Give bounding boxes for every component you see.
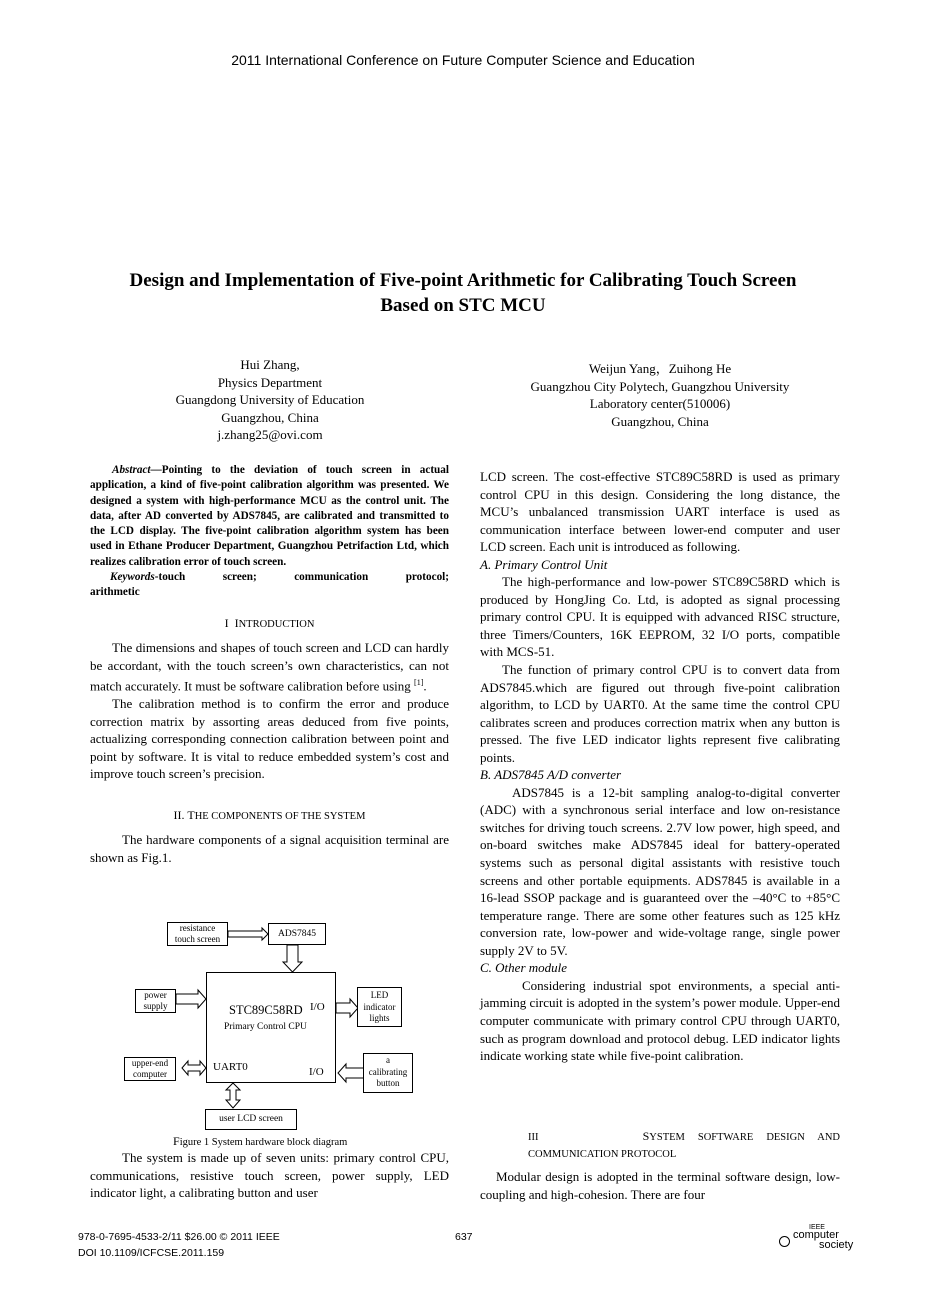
keywords-cont: arithmetic bbox=[90, 586, 140, 599]
section-heading-3: III SYSTEM SOFTWARE DESIGN AND COMMUNICATION PROTOCOL bbox=[528, 1129, 840, 1160]
software-paragraph: Modular design is adopted in the terminal software design, low-coupling and high-cohesion. There are four bbox=[480, 1169, 840, 1202]
intro-paragraph-2: The calibration method is to confirm the error and produce correction matrix by assorting areas deduced from five points, actualizing corresponding connection calibration between point and point by software. It is vital to reduce embedded system’s cost and improve touch screen’s precision. bbox=[90, 696, 449, 782]
author-univ: Guangdong University of Education bbox=[175, 392, 365, 408]
abstract-text: —Pointing to the deviation of touch screen in actual application, a kind of five-point calibration algorithm was presented. We designed a system with high-performance MCU as the control unit. The data, after AD converted by ADS7845, are calibrated and transmitted to the LCD display. The five-point calibration algorithm system has been used in Ethane Producer Department, Guangzhou Petrifaction Ltd, which realizes calibration error of touch screen. bbox=[90, 464, 449, 568]
subsection-c-heading: C. Other module bbox=[480, 960, 568, 976]
keywords: Keywords-touch screen; communication protocol; bbox=[110, 571, 449, 584]
author-city: Guangzhou, China bbox=[221, 409, 319, 425]
conference-header: 2011 International Conference on Future Computer Science and Education bbox=[231, 52, 695, 68]
upper-end-computer-box: upper-end computer bbox=[124, 1057, 176, 1081]
resistance-touch-screen-box: resistance touch screen bbox=[167, 922, 228, 946]
author-name: Hui Zhang, bbox=[240, 357, 300, 372]
author-lab: Laboratory center(510006) bbox=[589, 396, 731, 412]
arrow-resistance-to-ads bbox=[228, 928, 268, 940]
section-heading-1: I INTRODUCTION bbox=[224, 615, 315, 630]
io-label-right: I/O bbox=[310, 1001, 325, 1013]
uart0-label: UART0 bbox=[213, 1061, 248, 1073]
subsection-b-paragraph: ADS7845 is a 12-bit sampling analog-to-digital converter (ADC) with a synchronous serial interface and low on-resistance switches for driving touch screens. 2.7V low power, high speed, and on-board switches make ADS7845 ideal for battery-operated systems such as personal digital assistants with resistive touch screens and other portable equipments. ADS7845 is available in a 16-lead SSOP package and is guaranteed over the –40°C to +85°C temperature range. There are some other features such as 125 kHz conversion rate, low-power and wide-voltage range, single power supply 2V to 5V. bbox=[480, 784, 840, 958]
footer-doi[interactable]: DOI 10.1109/ICFCSE.2011.159 bbox=[78, 1247, 225, 1259]
globe-icon bbox=[779, 1236, 790, 1247]
figure-caption: Figure 1 System hardware block diagram bbox=[173, 1134, 348, 1148]
subsection-a-paragraph-1: The high-performance and low-power STC89C58RD which is produced by HongJing Co. Ltd, is adopted as signal processing primary control CPU. It is equipped with advanced RISC structure, three Timers/Counters, 16K EEPROM, 32 I/O ports, compatible with MCS-51. bbox=[480, 574, 840, 660]
author-name: Weijun Yang，Zuihong He bbox=[588, 361, 732, 376]
led-indicator-box: LED indicator lights bbox=[357, 987, 402, 1027]
mcu-label: STC89C58RD bbox=[229, 1003, 303, 1017]
title-line-1: Design and Implementation of Five-point Arithmetic for Calibrating Touch Screen bbox=[129, 270, 797, 291]
section-heading-2: II. THE COMPONENTS OF THE SYSTEM bbox=[173, 807, 366, 822]
intro-paragraph-1: The dimensions and shapes of touch screen and LCD can hardly be accordant, with the touch screen’s own characteristics, can not match accurately. It must be software calibration before using [1]. bbox=[90, 640, 449, 694]
author-city: Guangzhou, China bbox=[611, 413, 709, 429]
calibrating-button-box: a calibrating button bbox=[363, 1053, 413, 1093]
keywords-label: Keywords bbox=[110, 571, 155, 584]
page-number: 637 bbox=[455, 1231, 473, 1243]
arrow-power-to-mcu bbox=[176, 990, 206, 1008]
title-line-2: Based on STC MCU bbox=[380, 295, 546, 316]
subsection-a-paragraph-2: The function of primary control CPU is to convert data from ADS7845.which are figured out through five-point calibration algorithm, to LCD by UART0. At the same time the control CPU calibrates screen and produces correction matrix when any button is pressed. The five LED indicator lights represent five calibrating points. bbox=[480, 662, 840, 765]
arrow-mcu-to-led bbox=[336, 999, 358, 1017]
subsection-b-heading: B. ADS7845 A/D converter bbox=[480, 767, 622, 783]
author-affiliation: Guangzhou City Polytech, Guangzhou University bbox=[530, 378, 790, 394]
arrow-mcu-lcd bbox=[226, 1083, 240, 1108]
subsection-c-paragraph: Considering industrial spot environments, a special anti-jamming circuit is adopted in the system’s power module. Upper-end computer communicate with primary control CPU through UART0, such as program download and protocol debug. LED indicator lights indicate working state while five-point calibration. bbox=[480, 977, 840, 1064]
footer-isbn: 978-0-7695-4533-2/11 $26.00 © 2011 IEEE bbox=[78, 1231, 280, 1243]
power-supply-box: power supply bbox=[135, 989, 176, 1013]
author-dept: Physics Department bbox=[217, 374, 323, 390]
arrow-ads-to-mcu bbox=[283, 945, 302, 972]
right-column bbox=[480, 468, 840, 1065]
abstract-label: Abstract bbox=[112, 464, 151, 476]
subsection-a-heading: A. Primary Control Unit bbox=[480, 556, 608, 572]
components-paragraph-2: The system is made up of seven units: primary control CPU, communications, resistive touch screen, power supply, LED indicator light, a calibrating button and user bbox=[90, 1150, 449, 1201]
ads7845-box: ADS7845 bbox=[268, 923, 326, 945]
author-email[interactable]: j.zhang25@ovi.com bbox=[217, 427, 323, 443]
arrow-upper-mcu bbox=[182, 1061, 206, 1075]
units-paragraph: LCD screen. The cost-effective STC89C58RD is used as primary control CPU in this design. Considering the long distance, the MCU’s unbalanced transmission UART interface is used as communication interface between lower-end computer and user LCD screen. Each unit is introduced as following. bbox=[480, 469, 840, 555]
io-label-bottom: I/O bbox=[309, 1066, 324, 1078]
mcu-sublabel: Primary Control CPU bbox=[224, 1022, 307, 1032]
user-lcd-screen-box: user LCD screen bbox=[205, 1109, 297, 1130]
components-paragraph-1: The hardware components of a signal acquisition terminal are shown as Fig.1. bbox=[90, 832, 449, 866]
